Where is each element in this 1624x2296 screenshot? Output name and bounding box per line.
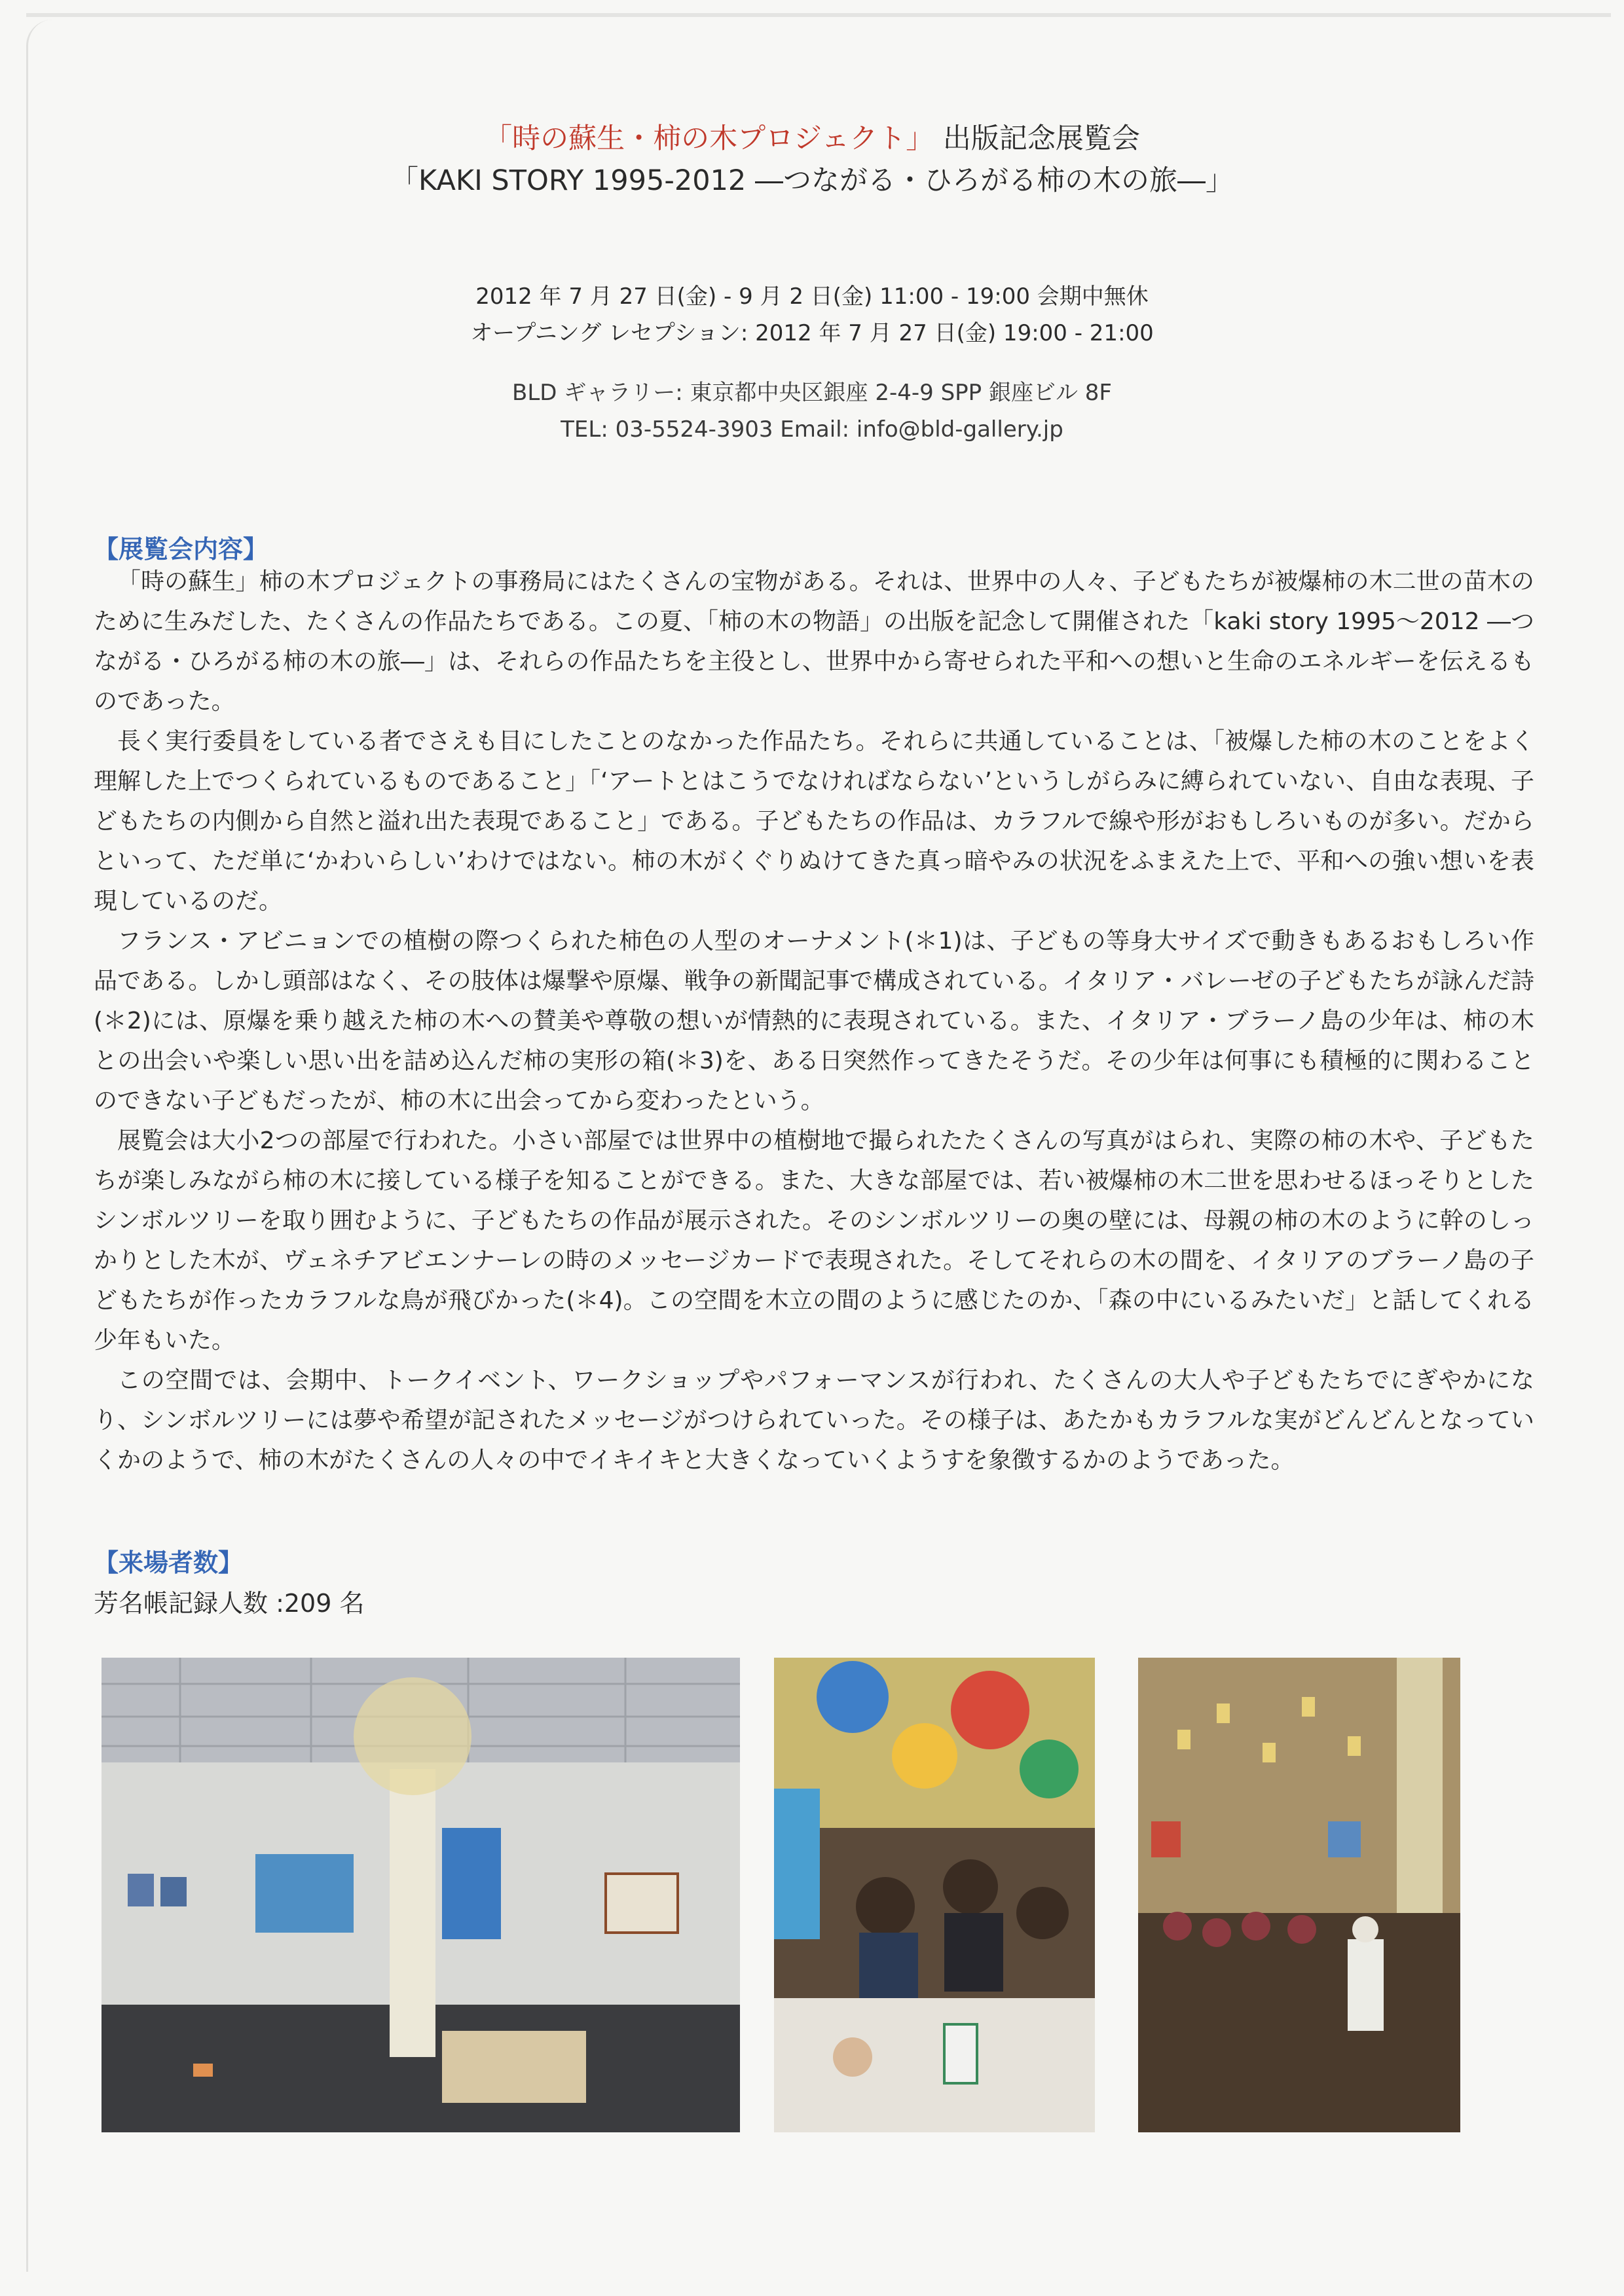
exhibition-period: 2012 年 7 月 27 日(金) - 9 月 2 日(金) 11:00 - 19:00 会期中無休 xyxy=(475,283,1149,310)
document-header xyxy=(196,118,1428,202)
gallery-room-photo xyxy=(101,1658,740,2132)
page-curl xyxy=(26,20,61,2272)
venue-block xyxy=(196,374,1428,448)
content-body xyxy=(94,562,1534,1480)
paragraph: 長く実行委員をしている者でさえも目にしたことのなかった作品たち。それらに共通していることは、「被爆した柿の木のことをよく理解した上でつくられているものであること」「‘アートとはこうでなければならない’というしがらみに縛られていない、自由な表現、子どもたちの内側から自然と溢れ出た表現であること」である。子どもたちの作品は、カラフルで線や形がおもしろいものが多い。だからといって、ただ単に‘かわいらしい’わけではない。柿の木がくぐりぬけてきた真っ暗やみの状況をふまえた上で、平和への強い想いを表現しているのだ。 xyxy=(94,728,1534,915)
paragraph: 展覧会は大小2つの部屋で行われた。小さい部屋では世界中の植樹地で撮られたたくさんの写真がはられ、実際の柿の木や、子どもたちが楽しみながら柿の木に接している様子を知ることができる。また、大きな部屋では、若い被爆柿の木二世を思わせるほっそりとしたシンボルツリーを取り囲むように、子どもたちの作品が展示された。そのシンボルツリーの奥の壁には、母親の柿の木のように幹のしっかりとした木が、ヴェネチアビエンナーレの時のメッセージカードで表現された。そしてそれらの木の間を、イタリアのブラーノ島の子どもたちが作ったカラフルな鳥が飛びかった(＊4)。この空間を木立の間のように感じたのか、「森の中にいるみたいだ」と話してくれる少年もいた。 xyxy=(94,1127,1534,1354)
performance-photo xyxy=(1138,1658,1460,2132)
performance-image xyxy=(1138,1658,1460,2132)
visitor-count: 芳名帳記録人数 :209 名 xyxy=(94,1589,365,1618)
paragraph: この空間では、会期中、トークイベント、ワークショップやパフォーマンスが行われ、たくさんの大人や子どもたちでにぎやかになり、シンボルツリーには夢や希望が記されたメッセージがつけられていった。その様子は、あたかもカラフルな実がどんどんとなっていくかのようで、柿の木がたくさんの人々の中でイキイキと大きくなっていくようすを象徴するかのようであった。 xyxy=(94,1367,1534,1474)
title-line-1 xyxy=(196,118,1428,160)
paragraph: フランス・アビニョンでの植樹の際つくられた柿色の人型のオーナメント(＊1)は、子どもの等身大サイズで動きもあるおもしろい作品である。しかし頭部はなく、その肢体は爆撃や原爆、戦争の新聞記事で構成されている。イタリア・バレーゼの子どもたちが詠んだ詩(＊2)には、原爆を乗り越えた柿の木への賛美や尊敬の想いが情熱的に表現されている。また、イタリア・ブラーノ島の少年は、柿の木との出会いや楽しい思い出を詰め込んだ柿の実形の箱(＊3)を、ある日突然作ってきたそうだ。その少年は何事にも積極的に関わることのできない子どもだったが、柿の木に出会ってから変わったという。 xyxy=(94,928,1534,1114)
workshop-image xyxy=(774,1658,1095,2132)
project-name: 「時の蘇生・柿の木プロジェクト」 xyxy=(484,122,934,155)
paragraph: 「時の蘇生」柿の木プロジェクトの事務局にはたくさんの宝物がある。それは、世界中の人々、子どもたちが被爆柿の木二世の苗木のために生みだした、たくさんの作品たちである。この夏、「柿の木の物語」の出版を記念して開催された「kaki story 1995〜2012 ―つながる・ひろがる柿の木の旅―」は、それらの作品たちを主役とし、世界中から寄せられた平和への想いと生命のエネルギーを伝えるものであった。 xyxy=(94,568,1534,715)
workshop-photo xyxy=(774,1658,1095,2132)
visitors-heading: 【来場者数】 xyxy=(94,1548,244,1577)
event-type: 出版記念展覧会 xyxy=(942,122,1140,155)
exhibition-title: 「KAKI STORY 1995-2012 ―つながる・ひろがる柿の木の旅―」 xyxy=(390,164,1234,197)
venue-contact: TEL: 03-5524-3903 Email: info@bld-gallery.jp xyxy=(561,416,1063,443)
opening-reception: オープニング レセプション: 2012 年 7 月 27 日(金) 19:00 - 21:00 xyxy=(470,320,1154,346)
schedule-block xyxy=(196,278,1428,352)
content-heading: 【展覧会内容】 xyxy=(94,535,268,564)
gallery-room-image xyxy=(101,1658,740,2132)
page-edge xyxy=(26,13,1611,17)
venue-address: BLD ギャラリー: 東京都中央区銀座 2-4-9 SPP 銀座ビル 8F xyxy=(512,380,1112,406)
